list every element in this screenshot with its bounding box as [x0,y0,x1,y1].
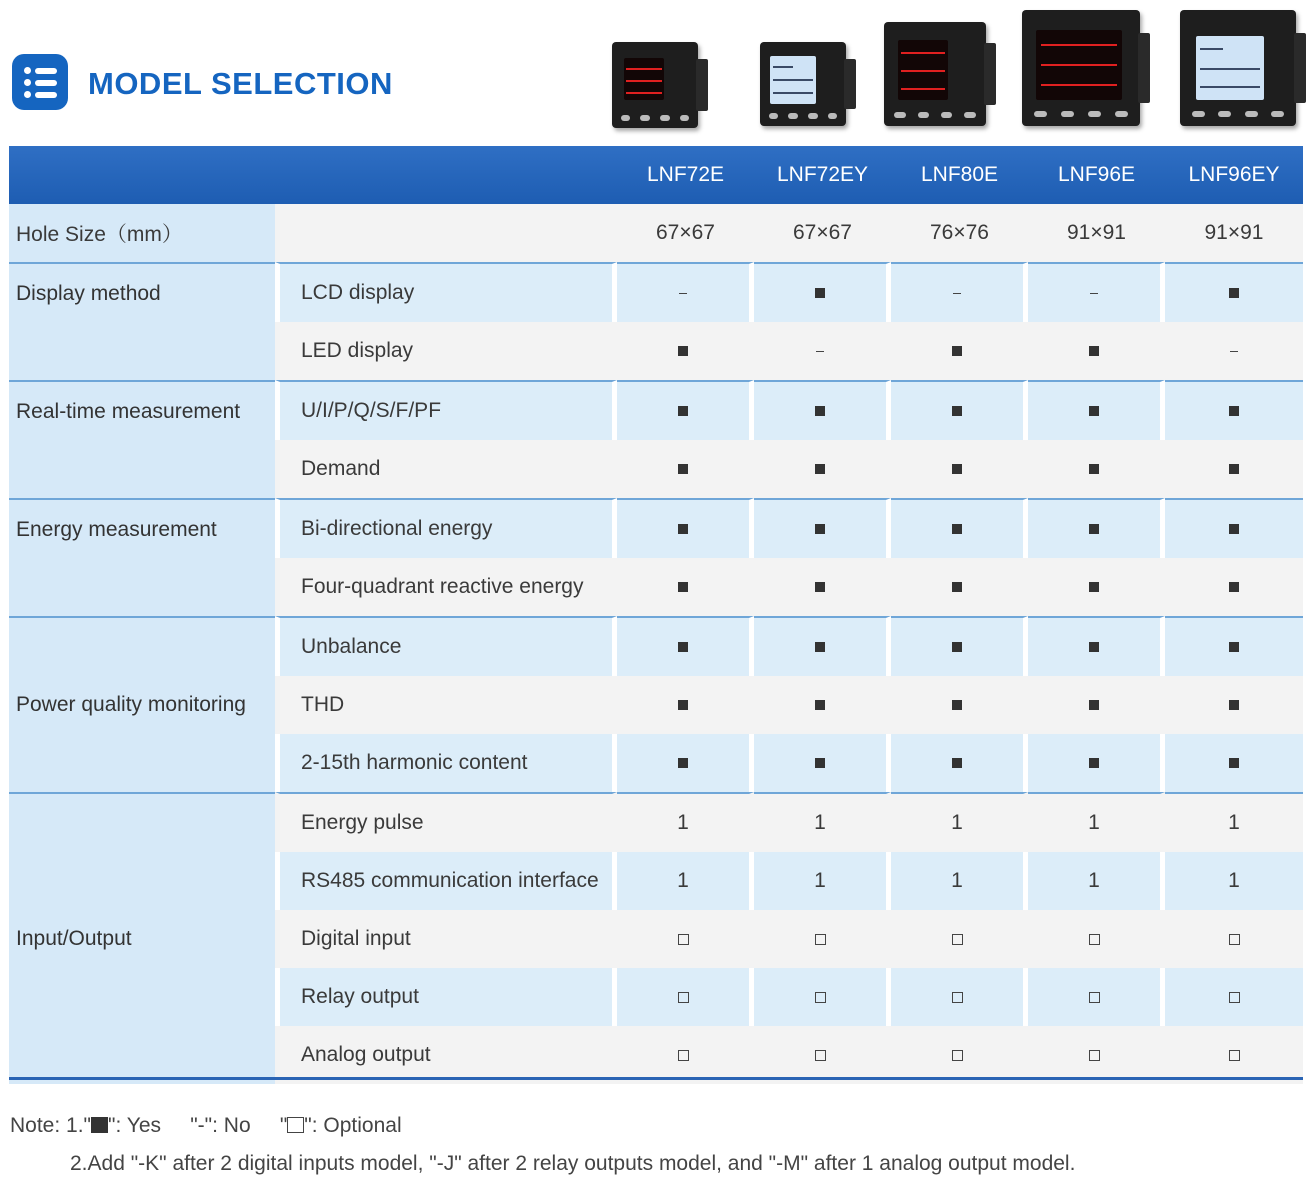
yes-mark-cell [617,498,754,558]
value-cell: 1 [1165,792,1303,852]
yes-mark-cell [754,380,891,440]
empty-square-icon [952,934,963,945]
filled-square-icon [815,288,825,298]
optional-mark-cell [1028,910,1165,968]
yes-mark-cell [1028,498,1165,558]
filled-square-icon [1229,642,1239,652]
empty-square-icon [1089,1050,1100,1061]
yes-mark-cell [754,676,891,734]
yes-mark-cell [891,322,1028,380]
filled-square-icon [1089,758,1099,768]
filled-square-icon [952,700,962,710]
yes-mark-cell [1028,616,1165,676]
yes-mark-cell [617,440,754,498]
filled-square-icon [678,700,688,710]
table-row [9,792,1303,852]
dash-icon [953,293,961,295]
feature-label: Unbalance [275,616,617,676]
hole-size-label: Hole Size（mm） [9,204,275,262]
filled-square-icon [952,346,962,356]
dash-icon [679,293,687,295]
no-mark-cell [1165,322,1303,380]
filled-square-icon [1229,758,1239,768]
optional-mark-cell [617,910,754,968]
yes-mark-cell [617,616,754,676]
filled-square-icon [1229,406,1239,416]
filled-square-icon [815,464,825,474]
filled-square-icon [678,524,688,534]
feature-label: RS485 communication interface [275,852,617,910]
category-label: Display method [9,262,275,380]
product-image-lnf72e [612,42,698,128]
value-cell: 1 [754,852,891,910]
filled-square-icon [678,758,688,768]
yes-mark-cell [891,558,1028,616]
filled-square-icon [815,758,825,768]
note-optional: ": Optional [304,1114,402,1137]
filled-square-icon [815,642,825,652]
column-header: LNF80E [891,146,1028,204]
feature-label: 2-15th harmonic content [275,734,617,792]
filled-square-icon [952,642,962,652]
empty-square-icon [678,992,689,1003]
optional-mark-cell [891,910,1028,968]
optional-mark-cell [617,1026,754,1084]
empty-square-icon [1089,934,1100,945]
feature-label: Bi-directional energy [275,498,617,558]
feature-label: U/I/P/Q/S/F/PF [275,380,617,440]
yes-mark-cell [1165,380,1303,440]
column-header: LNF72EY [754,146,891,204]
empty-square-icon [678,1050,689,1061]
value-cell: 1 [617,852,754,910]
table-row [9,262,1303,322]
filled-square-icon [1229,288,1239,298]
optional-mark-cell [754,910,891,968]
filled-square-icon [1089,346,1099,356]
product-image-lnf80e [884,22,986,126]
filled-square-icon [1229,700,1239,710]
yes-mark-cell [891,440,1028,498]
yes-mark-cell [754,558,891,616]
yes-mark-cell [617,322,754,380]
product-image-lnf72ey [760,42,846,126]
note-yes: ": Yes [108,1114,162,1137]
feature-label: Demand [275,440,617,498]
yes-mark-cell [617,734,754,792]
yes-mark-cell [1165,616,1303,676]
filled-square-icon [678,642,688,652]
feature-label: Relay output [275,968,617,1026]
list-icon [12,54,68,110]
yes-mark-cell [1165,734,1303,792]
yes-mark-cell [1165,558,1303,616]
empty-square-icon [952,1050,963,1061]
yes-mark-cell [617,558,754,616]
empty-square-icon [1229,934,1240,945]
filled-square-icon [952,582,962,592]
feature-label: Four-quadrant reactive energy [275,558,617,616]
note-suffix-rules: 2.Add "-K" after 2 digital inputs model, "-J" after 2 relay outputs model, and "-M" after 1 analog output model. [70,1152,1076,1175]
table-header-row [9,146,1303,204]
feature-label: LCD display [275,262,617,322]
yes-mark-cell [891,498,1028,558]
note-opt-open: " [279,1114,288,1137]
yes-mark-cell [891,616,1028,676]
filled-square-icon [815,582,825,592]
filled-square-icon [1089,582,1099,592]
value-cell: 1 [617,792,754,852]
product-image-lnf96ey [1180,10,1296,126]
table-bottom-rule [9,1077,1303,1080]
feature-label: THD [275,676,617,734]
table-row-hole-size [9,204,1303,262]
hole-size-value: 91×91 [1028,204,1165,262]
yes-mark-cell [1028,558,1165,616]
note-prefix: Note: 1." [10,1114,91,1137]
no-mark-cell [1028,262,1165,322]
filled-square-icon [1089,524,1099,534]
dash-icon [816,351,824,353]
column-header: LNF96E [1028,146,1165,204]
value-cell: 1 [891,792,1028,852]
yes-mark-cell [1165,676,1303,734]
hole-size-value: 76×76 [891,204,1028,262]
model-selection-table [9,146,1303,1084]
header-empty-cell [9,146,617,204]
hole-size-value: 67×67 [617,204,754,262]
hole-size-value: 91×91 [1165,204,1303,262]
table-row [9,616,1303,676]
category-label: Real-time measurement [9,380,275,498]
empty-square-icon [952,992,963,1003]
filled-square-icon [952,464,962,474]
category-label: Power quality monitoring [9,616,275,792]
feature-label: LED display [275,322,617,380]
yes-mark-cell [754,616,891,676]
yes-mark-cell [891,734,1028,792]
category-label: Energy measurement [9,498,275,616]
optional-mark-cell [891,1026,1028,1084]
yes-mark-cell [754,734,891,792]
column-header: LNF72E [617,146,754,204]
filled-square-icon [952,406,962,416]
filled-square-icon [815,406,825,416]
feature-label: Analog output [275,1026,617,1084]
optional-mark-cell [1028,1026,1165,1084]
product-image-lnf96e [1022,10,1140,126]
no-mark-cell [891,262,1028,322]
optional-mark-cell [1028,968,1165,1026]
page-title: MODEL SELECTION [88,66,393,101]
yes-mark-cell [1165,440,1303,498]
yes-mark-cell [891,380,1028,440]
filled-square-icon [678,346,688,356]
yes-mark-cell [617,380,754,440]
page-header [0,0,1310,145]
value-cell: 1 [1165,852,1303,910]
optional-mark-cell [754,968,891,1026]
note-legend [10,1114,402,1138]
optional-mark-cell [1165,968,1303,1026]
filled-square-icon [1229,582,1239,592]
feature-label: Energy pulse [275,792,617,852]
dash-icon [1090,293,1098,295]
yes-mark-cell [1028,734,1165,792]
yes-mark-cell [754,262,891,322]
optional-mark-cell [891,968,1028,1026]
dash-icon [1230,351,1238,353]
no-mark-cell [754,322,891,380]
filled-square-icon [815,700,825,710]
table-row [9,498,1303,558]
column-header: LNF96EY [1165,146,1303,204]
empty-square-icon [287,1117,304,1133]
yes-mark-cell [1028,676,1165,734]
filled-square-icon [678,582,688,592]
no-mark-cell [617,262,754,322]
empty-square-icon [815,934,826,945]
hole-size-spacer [275,204,617,262]
empty-square-icon [815,992,826,1003]
yes-mark-cell [1165,498,1303,558]
filled-square-icon [815,524,825,534]
empty-square-icon [678,934,689,945]
optional-mark-cell [754,1026,891,1084]
filled-square-icon [678,406,688,416]
filled-square-icon [91,1117,108,1133]
filled-square-icon [678,464,688,474]
yes-mark-cell [1165,262,1303,322]
category-label: Input/Output [9,792,275,1084]
filled-square-icon [1089,700,1099,710]
hole-size-value: 67×67 [754,204,891,262]
value-cell: 1 [1028,792,1165,852]
yes-mark-cell [754,498,891,558]
filled-square-icon [1229,524,1239,534]
yes-mark-cell [1028,440,1165,498]
feature-label: Digital input [275,910,617,968]
filled-square-icon [952,524,962,534]
value-cell: 1 [1028,852,1165,910]
table-row [9,380,1303,440]
filled-square-icon [1229,464,1239,474]
optional-mark-cell [617,968,754,1026]
empty-square-icon [1229,992,1240,1003]
filled-square-icon [952,758,962,768]
optional-mark-cell [1165,910,1303,968]
filled-square-icon [1089,406,1099,416]
yes-mark-cell [617,676,754,734]
empty-square-icon [815,1050,826,1061]
yes-mark-cell [754,440,891,498]
filled-square-icon [1089,642,1099,652]
note-no: "-": No [190,1114,251,1137]
value-cell: 1 [891,852,1028,910]
value-cell: 1 [754,792,891,852]
filled-square-icon [1089,464,1099,474]
yes-mark-cell [1028,380,1165,440]
yes-mark-cell [891,676,1028,734]
empty-square-icon [1229,1050,1240,1061]
empty-square-icon [1089,992,1100,1003]
optional-mark-cell [1165,1026,1303,1084]
yes-mark-cell [1028,322,1165,380]
